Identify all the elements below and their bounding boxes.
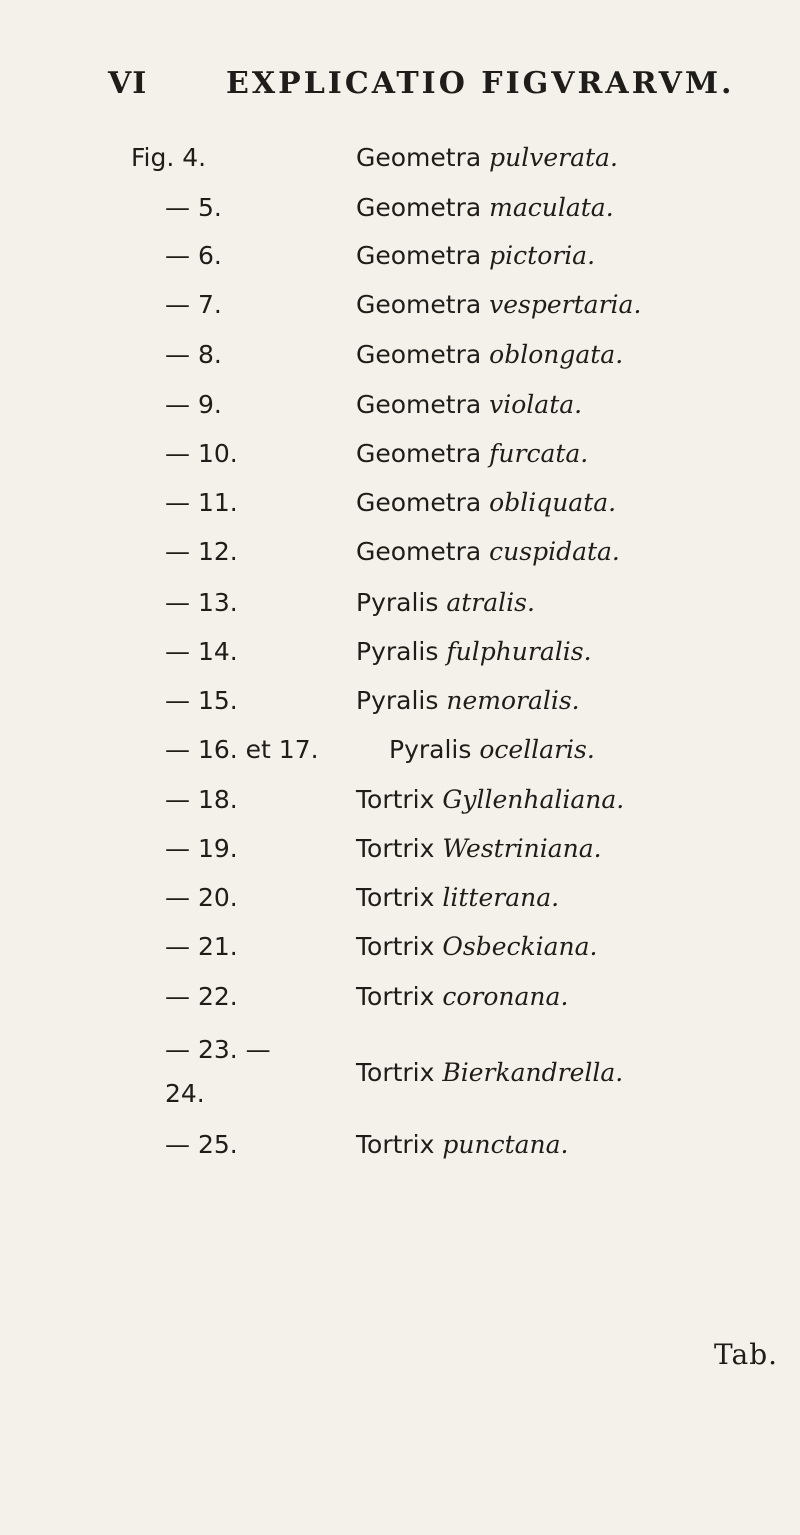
figure-entry (0, 439, 800, 479)
species-name: Gyllenhaliana. (442, 785, 625, 814)
figure-entry (0, 1130, 800, 1170)
figure-number: — 13. (165, 588, 238, 617)
genus-name: Geometra (356, 537, 482, 566)
figure-number: — 11. (165, 488, 238, 517)
genus-name: Geometra (356, 241, 482, 270)
figure-number: — 25. (165, 1130, 238, 1159)
genus-name: Pyralis (356, 637, 439, 666)
taxon-name (356, 883, 559, 912)
genus-name: Tortrix (356, 932, 435, 961)
figure-entry (0, 193, 800, 233)
species-name: pulverata. (489, 143, 618, 172)
taxon-name (389, 735, 595, 764)
taxon-name (356, 588, 535, 617)
genus-name: Geometra (356, 340, 482, 369)
species-name: coronana. (442, 982, 569, 1011)
taxon-name (356, 439, 588, 468)
species-name: punctana. (442, 1130, 569, 1159)
taxon-name (356, 537, 620, 566)
species-name: oblongata. (489, 340, 624, 369)
figure-entry (0, 390, 800, 430)
figure-number: — 20. (165, 883, 238, 912)
running-header: EXPLICATIO FIGVRARVM. (226, 66, 735, 101)
figure-entry (0, 686, 800, 726)
figure-number: — 14. (165, 637, 238, 666)
species-name: Bierkandrella. (442, 1058, 624, 1087)
genus-name: Tortrix (356, 1058, 435, 1087)
taxon-name (356, 785, 624, 814)
genus-name: Geometra (356, 439, 482, 468)
taxon-name (356, 193, 614, 222)
taxon-name (356, 1130, 569, 1159)
genus-name: Geometra (356, 290, 482, 319)
figure-number: — 12. (165, 537, 238, 566)
taxon-name (356, 340, 623, 369)
species-name: violata. (489, 390, 583, 419)
species-name: atralis. (446, 588, 535, 617)
species-name: fulphuralis. (446, 637, 592, 666)
taxon-name (356, 686, 580, 715)
species-name: obliquata. (489, 488, 617, 517)
figure-entry (0, 785, 800, 825)
figure-entry (0, 537, 800, 577)
figure-number: — 22. (165, 982, 238, 1011)
figure-number: — 15. (165, 686, 238, 715)
figure-number: — 8. (165, 340, 222, 369)
figure-entry (0, 735, 800, 775)
figure-number: — 9. (165, 390, 222, 419)
taxon-name (356, 637, 592, 666)
figure-number: Fig. 4. (131, 143, 207, 172)
genus-name: Tortrix (356, 883, 435, 912)
page-number: VI (108, 66, 148, 101)
taxon-name (356, 982, 568, 1011)
figure-entry (0, 834, 800, 874)
figure-number: — 23. — 24. (165, 1035, 271, 1108)
figure-number: — 7. (165, 290, 222, 319)
figure-number: — 21. (165, 932, 238, 961)
catchword: Tab. (714, 1338, 779, 1371)
genus-name: Pyralis (356, 686, 439, 715)
taxon-name (356, 290, 641, 319)
taxon-name (356, 143, 618, 172)
taxon-name (356, 241, 595, 270)
figure-entry (0, 1035, 800, 1108)
species-name: Westriniana. (442, 834, 602, 863)
species-name: litterana. (442, 883, 560, 912)
figure-entry (0, 290, 800, 330)
species-name: furcata. (489, 439, 589, 468)
species-name: vespertaria. (489, 290, 642, 319)
taxon-name (356, 834, 602, 863)
species-name: pictoria. (489, 241, 596, 270)
figure-entry (0, 143, 800, 183)
genus-name: Geometra (356, 143, 482, 172)
species-name: ocellaris. (479, 735, 595, 764)
figure-entry (0, 883, 800, 923)
figure-number: — 16. et 17. (165, 735, 319, 764)
genus-name: Tortrix (356, 785, 435, 814)
genus-name: Tortrix (356, 1130, 435, 1159)
genus-name: Geometra (356, 193, 482, 222)
figure-entry (0, 241, 800, 281)
genus-name: Pyralis (389, 735, 472, 764)
figure-number: — 19. (165, 834, 238, 863)
taxon-name (356, 488, 616, 517)
figure-entry (0, 982, 800, 1022)
species-name: maculata. (489, 193, 614, 222)
taxon-name (356, 1058, 623, 1087)
taxon-name (356, 932, 598, 961)
species-name: nemoralis. (446, 686, 580, 715)
figure-entry (0, 588, 800, 628)
figure-entry (0, 932, 800, 972)
genus-name: Pyralis (356, 588, 439, 617)
genus-name: Tortrix (356, 834, 435, 863)
genus-name: Tortrix (356, 982, 435, 1011)
figure-number: — 5. (165, 193, 222, 222)
figure-number: — 10. (165, 439, 238, 468)
genus-name: Geometra (356, 488, 482, 517)
taxon-name (356, 390, 582, 419)
figure-number: — 18. (165, 785, 238, 814)
species-name: cuspidata. (489, 537, 620, 566)
species-name: Osbeckiana. (442, 932, 598, 961)
figure-entry (0, 488, 800, 528)
figure-entry (0, 340, 800, 380)
figure-entry (0, 637, 800, 677)
genus-name: Geometra (356, 390, 482, 419)
figure-number: — 6. (165, 241, 222, 270)
